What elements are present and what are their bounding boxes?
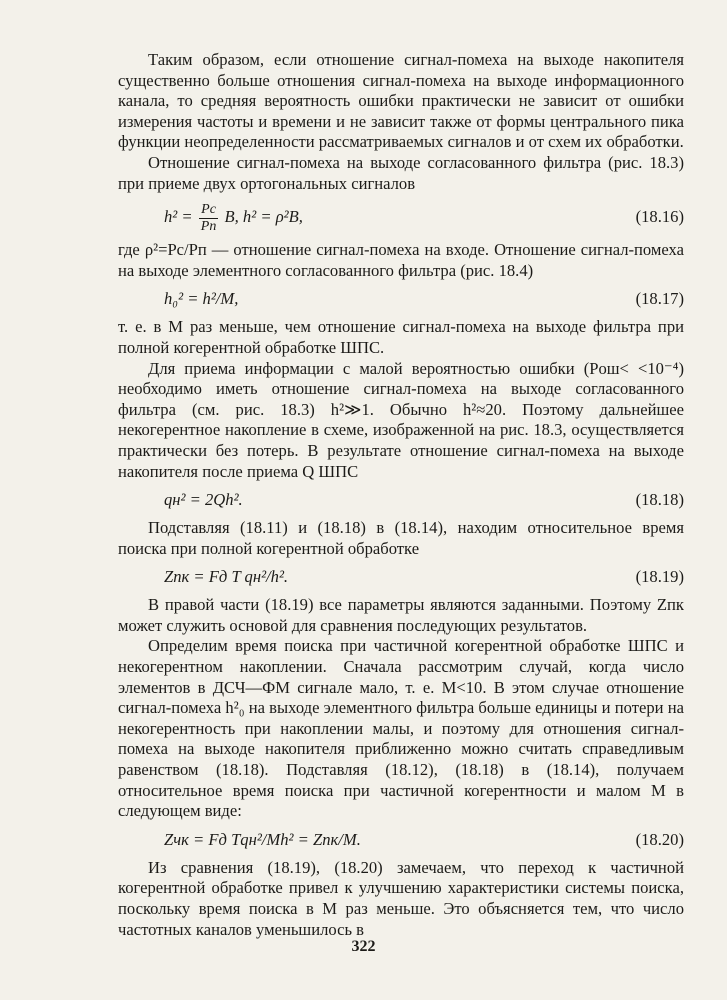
equation-18-18 [118, 482, 684, 518]
paragraph-2: Отношение сигнал-помеха на выходе согласованного фильтра (рис. 18.3) при приеме двух ортогональных сигналов [118, 152, 684, 193]
equation-18-16-rest: B, h² = ρ²B, [224, 207, 303, 227]
equation-18-16-fraction [199, 202, 219, 235]
equation-number: (18.18) [635, 490, 684, 510]
equation-18-16-lhs: h² = [164, 207, 193, 227]
equation-18-19-expr: Zпк = Fд T qн²/h². [164, 567, 289, 587]
paragraph-6: Подставляя (18.11) и (18.18) в (18.14), находим относительное время поиска при полной когерентной обработке [118, 518, 684, 558]
paragraph-1: Таким образом, если отношение сигнал-помеха на выходе накопителя существенно больше отношения сигнал-помеха на выходе информационного канала, то средняя вероятность ошибки практически не зависит от ошибки измерения частоты и времени и не зависит также от формы центрального пика функции неопределенности рассматриваемых сигналов и от схем их обработки. [118, 50, 684, 152]
paragraph-9: Из сравнения (18.19), (18.20) замечаем, что переход к частичной когерентной обработке привел к улучшению характеристики системы поиска, поскольку время поиска в M раз меньше. Это объясняется тем, что число частотных каналов уменьшилось в [118, 857, 684, 939]
equation-18-17 [118, 281, 684, 317]
equation-18-16-expr [164, 194, 303, 240]
equation-18-20-expr: Zчк = Fд Tqн²/Mh² = Zпк/M. [164, 829, 361, 849]
equation-18-16 [118, 194, 684, 240]
fraction-numerator: Pc [199, 202, 219, 219]
paragraph-7: В правой части (18.19) все параметры являются заданными. Поэтому Zпк может служить основой для сравнения последующих результатов. [118, 595, 684, 635]
paragraph-4: т. е. в M раз меньше, чем отношение сигнал-помеха на выходе фильтра при полной когерентной обработке ШПС. [118, 317, 684, 357]
equation-number: (18.19) [635, 567, 684, 587]
equation-18-17-expr: h₀² = h²/M, [164, 289, 239, 309]
page-number: 322 [351, 938, 376, 955]
equation-number: (18.16) [635, 207, 684, 227]
equation-number: (18.17) [635, 289, 684, 309]
equation-18-19 [118, 559, 684, 595]
equation-number: (18.20) [635, 829, 684, 849]
equation-18-18-expr: qн² = 2Qh². [164, 490, 243, 510]
paragraph-5: Для приема информации с малой вероятностью ошибки (Pош< <10⁻⁴) необходимо иметь отношение сигнал-помеха на выходе согласованного фильтра (см. рис. 18.3) h²≫1. Обычно h²≈20. Поэтому дальнейшее некогерентное накопление в схеме, изображенной на рис. 18.3, осуществляется практически без потерь. В результате отношение сигнал-помеха на выходе накопителя после приема Q ШПС [118, 358, 684, 481]
page-text [118, 50, 684, 940]
paragraph-3: где ρ²=Pc/Pп — отношение сигнал-помеха на входе. Отношение сигнал-помеха на выходе элементного согласованного фильтра (рис. 18.4) [118, 240, 684, 280]
fraction-denominator: Pп [200, 218, 217, 234]
equation-18-20 [118, 822, 684, 858]
paragraph-8: Определим время поиска при частичной когерентной обработке ШПС и некогерентном накоплении. Сначала рассмотрим случай, когда число элементов в ДСЧ—ФМ сигнале мало, т. е. M<10. В этом случае отношение сигнал-помеха h²₀ на выходе элементного фильтра больше единицы и потери на некогерентность при накоплении малы, и поэтому для отношения сигнал-помеха на выходе накопителя приближенно можно считать справедливым равенством (18.18). Подставляя (18.12), (18.18) в (18.14), получаем относительное время поиска при частичной когерентности и малом M в следующем виде: [118, 636, 684, 821]
